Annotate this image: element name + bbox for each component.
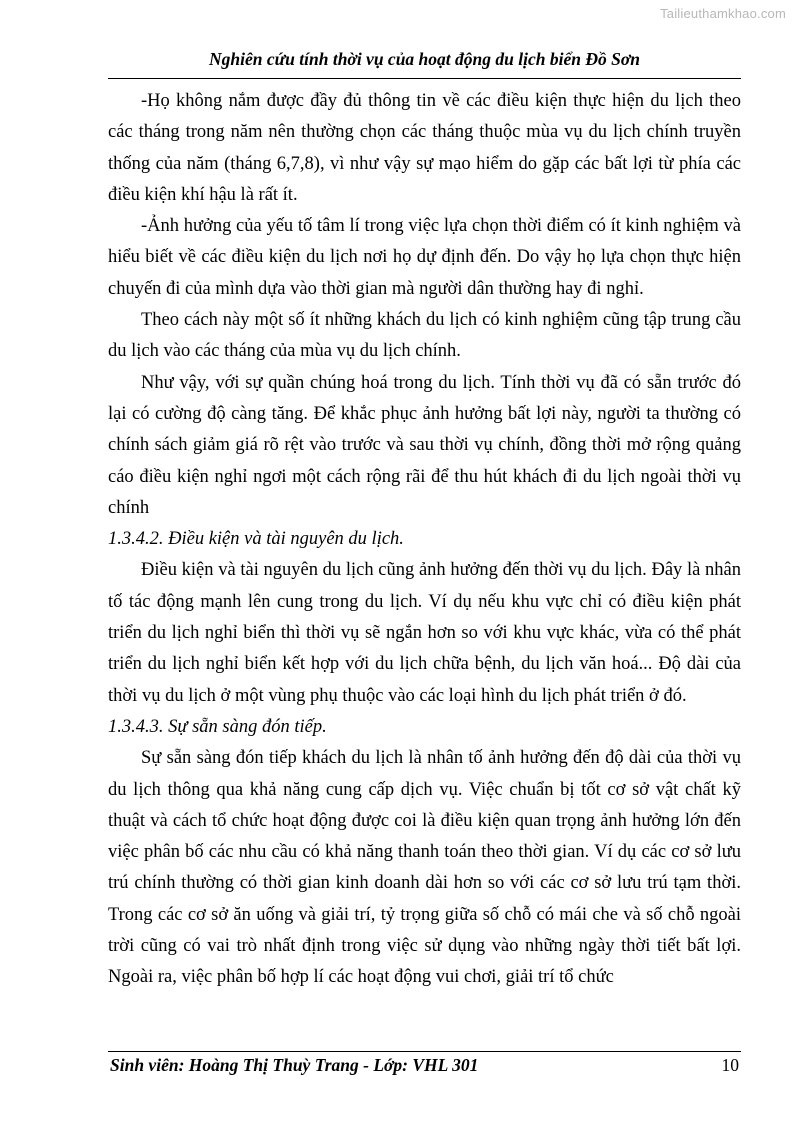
paragraph: Sự sẵn sàng đón tiếp khách du lịch là nhân tố ảnh hưởng đến độ dài của thời vụ du lịch thông qua khả năng cung cấp dịch vụ. Việc chuẩn bị tốt cơ sở vật chất kỹ thuật và cách tổ chức hoạt động được coi là điều kiện quan trọng ảnh hưởng lớn đến việc phân bố các nhu cầu có khả năng thanh toán theo thời gian. Ví dụ các cơ sở lưu trú chính thường có thời gian kinh doanh dài hơn so với các cơ sở lưu trú tạm thời. Trong các cơ sở ăn uống và giải trí, tỷ trọng giữa số chỗ có mái che và số chỗ ngoài trời cũng có vai trò nhất định trong việc sử dụng vào những ngày thời tiết bất lợi. Ngoài ra, việc phân bố hợp lí các hoạt động vui chơi, giải trí tổ chức: [108, 748, 741, 988]
paragraph: Như vậy, với sự quần chúng hoá trong du lịch. Tính thời vụ đã có sẵn trước đó lại có cường độ càng tăng. Để khắc phục ảnh hưởng bất lợi này, người ta thường có chính sách giảm giá rõ rệt vào trước và sau thời vụ chính, đồng thời mở rộng quảng cáo điều kiện nghỉ ngơi một cách rộng rãi để thu hút khách đi du lịch ngoài thời vụ chính: [108, 372, 741, 518]
header-divider: [108, 78, 741, 79]
paragraph: -Ảnh hưởng của yếu tố tâm lí trong việc lựa chọn thời điểm có ít kinh nghiệm và hiểu biết về các điều kiện du lịch nơi họ dự định đến. Do vậy họ lựa chọn thực hiện chuyến đi của mình dựa vào thời gian mà người dân thường hay đi nghỉ.: [108, 216, 741, 299]
section-heading-1-3-4-2: 1.3.4.2. Điều kiện và tài nguyên du lịch.: [108, 529, 404, 550]
paragraph: Theo cách này một số ít những khách du lịch có kinh nghiệm cũng tập trung cầu du lịch vào các tháng của mùa vụ du lịch chính.: [108, 310, 741, 362]
page-number: 10: [721, 1055, 739, 1075]
footer-author: Sinh viên: Hoàng Thị Thuỳ Trang - Lớp: VHL 301: [110, 1055, 479, 1075]
page-header-title: Nghiên cứu tính thời vụ của hoạt động du lịch biển Đồ Sơn: [209, 49, 640, 69]
paragraph: Điều kiện và tài nguyên du lịch cũng ảnh hưởng đến thời vụ du lịch. Đây là nhân tố tác động mạnh lên cung trong du lịch. Ví dụ nếu khu vực chỉ có điều kiện phát triển du lịch nghỉ biển thì thời vụ sẽ ngắn hơn so với khu vực khác, vừa có thể phát triển du lịch nghỉ biển kết hợp với du lịch chữa bệnh, du lịch văn hoá... Độ dài của thời vụ du lịch ở một vùng phụ thuộc vào các loại hình du lịch phát triển ở đó.: [108, 560, 741, 706]
document-body: [108, 86, 741, 994]
watermark: Tailieuthamkhao.com: [660, 6, 786, 21]
section-heading-1-3-4-3: 1.3.4.3. Sự sẵn sàng đón tiếp.: [108, 716, 327, 737]
paragraph: -Họ không nắm được đầy đủ thông tin về các điều kiện thực hiện du lịch theo các tháng trong năm nên thường chọn các tháng thuộc mùa vụ du lịch chính truyền thống của năm (tháng 6,7,8), vì như vậy sự mạo hiểm do gặp các bất lợi từ phía các điều kiện khí hậu là rất ít.: [108, 91, 741, 205]
footer-divider: [108, 1051, 741, 1052]
